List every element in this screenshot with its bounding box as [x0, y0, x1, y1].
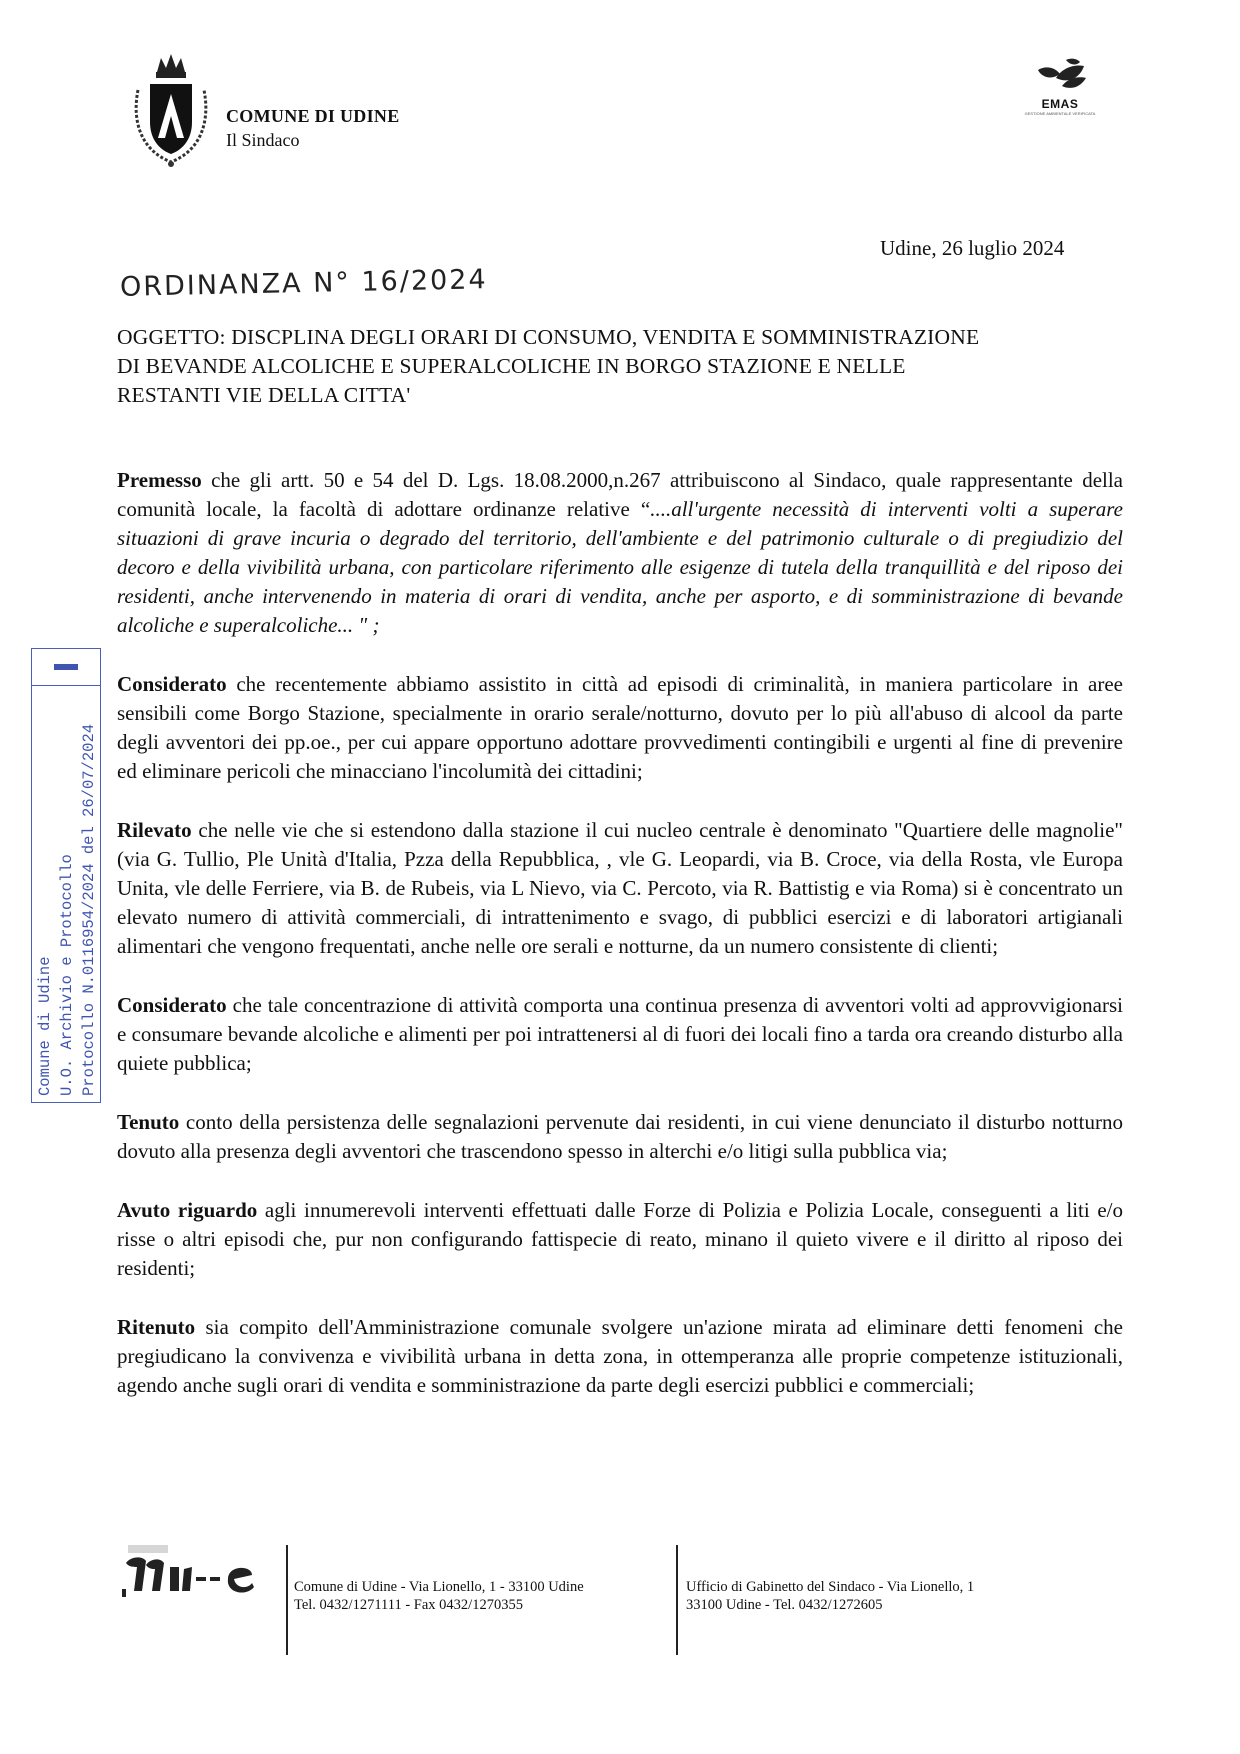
subject-line: DI BEVANDE ALCOLICHE E SUPERALCOLICHE IN BORGO STAZIONE E NELLE [117, 354, 906, 378]
footer-line: Ufficio di Gabinetto del Sindaco - Via Lionello, 1 [686, 1579, 975, 1595]
subject-line: RESTANTI VIE DELLA CITTA' [117, 383, 411, 407]
subject-line: OGGETTO: DISCPLINA DEGLI ORARI DI CONSUMO, VENDITA E SOMMINISTRAZIONE [117, 325, 980, 349]
paragraph-text: che gli artt. 50 e 54 del D. Lgs. 18.08.2000,n.267 attribuiscono al Sindaco, quale rappresentante della comunità locale, la facoltà di adottare ordinanze relative “ [117, 468, 1123, 521]
paragraph-rilevato [117, 816, 1123, 961]
document-body [117, 466, 1123, 1430]
paragraph-avuto-riguardo [117, 1196, 1123, 1283]
paragraph-text: agli innumerevoli interventi effettuati dalle Forze di Polizia e Polizia Locale, conseguenti a liti e/o risse o altri episodi che, pur non configurando fattispecie di reato, minano il quieto vivere e il diritto al riposo dei residenti; [117, 1198, 1123, 1280]
subject-block [117, 323, 1127, 410]
protocol-stamp [31, 648, 101, 1103]
paragraph-lead: Ritenuto [117, 1315, 196, 1339]
footer-line: Tel. 0432/1271111 - Fax 0432/1270355 [294, 1597, 523, 1613]
paragraph-lead: Avuto riguardo [117, 1198, 258, 1222]
paragraph-considerato-2 [117, 991, 1123, 1078]
paragraph-lead: Considerato [117, 672, 227, 696]
paragraph-text: sia compito dell'Amministrazione comunale svolgere un'azione mirata ad eliminare detti fenomeni che pregiudicano la convivenza e vivibilità urbana in detta zona, in ottemperanza alle proprie competenze istituzionali, agendo anche sugli orari di vendita e somministrazione da parte degli esercizi pubblici e commerciali; [117, 1315, 1123, 1397]
paragraph-text: conto della persistenza delle segnalazioni pervenute dai residenti, in cui viene denunciato il disturbo notturno dovuto alla presenza degli avventori che trascendono spesso in alterchi e/o litigi sulla pubblica via; [117, 1110, 1123, 1163]
footer-address-municipality [294, 1578, 584, 1614]
organization-name: COMUNE DI UDINE [226, 106, 400, 126]
paragraph-tenuto [117, 1108, 1123, 1166]
paragraph-lead: Tenuto [117, 1110, 180, 1134]
paragraph-premesso [117, 466, 1123, 640]
document-date: Udine, 26 luglio 2024 [880, 236, 1065, 260]
udine-footer-logo [120, 1543, 270, 1599]
organization-block [226, 104, 400, 152]
footer-divider [676, 1545, 678, 1655]
emas-logo [1020, 56, 1100, 132]
paragraph-lead: Rilevato [117, 818, 192, 842]
paragraph-quote: ....all'urgente necessità di interventi volti a superare situazioni di grave incuria o degrado del territorio, dell'ambiente e del patrimonio culturale o di pregiudizio del decoro e della vivibilità urbana, con particolare riferimento alle esigenze di tutela della tranquillità e del riposo dei residenti, anche intervenendo in materia di orari di vendita, anche per asporto, e di somministrazione di bevande alcoliche e superalcoliche... " ; [117, 497, 1123, 637]
paragraph-text: che nelle vie che si estendono dalla stazione il cui nucleo centrale è denominato "Quartiere delle magnolie" (via G. Tullio, Ple Unità d'Italia, Pzza della Repubblica, , vle G. Leopardi, via B. Croce, via della Rosta, vle Europa Unita, vle delle Ferriere, via B. de Rubeis, via L Nievo, via C. Percoto, via R. Battistig e via Roma) si è concentrato un elevato numero di attività commerciali, di intrattenimento e svago, di pubblici esercizi e di laboratori artigianali alimentari che vengono frequentati, anche nelle ore serali e notturne, da un numero consistente di clienti; [117, 818, 1123, 958]
paragraph-lead: Considerato [117, 993, 227, 1017]
paragraph-lead: Premesso [117, 468, 202, 492]
organization-role: Il Sindaco [226, 130, 300, 150]
udine-crest-icon [130, 50, 212, 168]
stamp-line: Protocollo N.0116954/2024 del 26/07/2024 [80, 723, 98, 1096]
stamp-mark-bar [54, 664, 78, 670]
paragraph-ritenuto [117, 1313, 1123, 1400]
paragraph-text: che recentemente abbiamo assistito in città ad episodi di criminalità, in maniera particolare in aree sensibili come Borgo Stazione, specialmente in orario serale/notturno, dovuto per lo più all'abuso di alcool da parte degli avventori dei pp.oe., per cui appare opportuno adottare provvedimenti contingibili e urgenti al fine di prevenire ed eliminare pericoli che minacciano l'incolumità dei cittadini; [117, 672, 1123, 783]
footer-divider [286, 1545, 288, 1655]
emas-small-text: GESTIONE AMBIENTALE VERIFICATA [1024, 111, 1096, 116]
emas-leaf-icon [1032, 56, 1088, 94]
footer-address-cabinet [686, 1578, 974, 1614]
stamp-line: U.O. Archivio e Protocollo [58, 854, 76, 1096]
emas-label: EMAS [1041, 97, 1079, 111]
stamp-mark [32, 649, 100, 686]
footer-line: 33100 Udine - Tel. 0432/1272605 [686, 1597, 883, 1613]
paragraph-text: che tale concentrazione di attività comporta una continua presenza di avventori volti ad approvvigionarsi e consumare bevande alcoliche e alimenti per poi intrattenersi al di fuori dei locali fino a tarda ora creando disturbo alla quiete pubblica; [117, 993, 1123, 1075]
paragraph-considerato-1 [117, 670, 1123, 786]
stamp-line: Comune di Udine [36, 956, 54, 1096]
footer-line: Comune di Udine - Via Lionello, 1 - 33100 Udine [294, 1579, 584, 1595]
ordinance-number-handwritten: ORDINANZA N° 16/2024 [119, 264, 488, 303]
